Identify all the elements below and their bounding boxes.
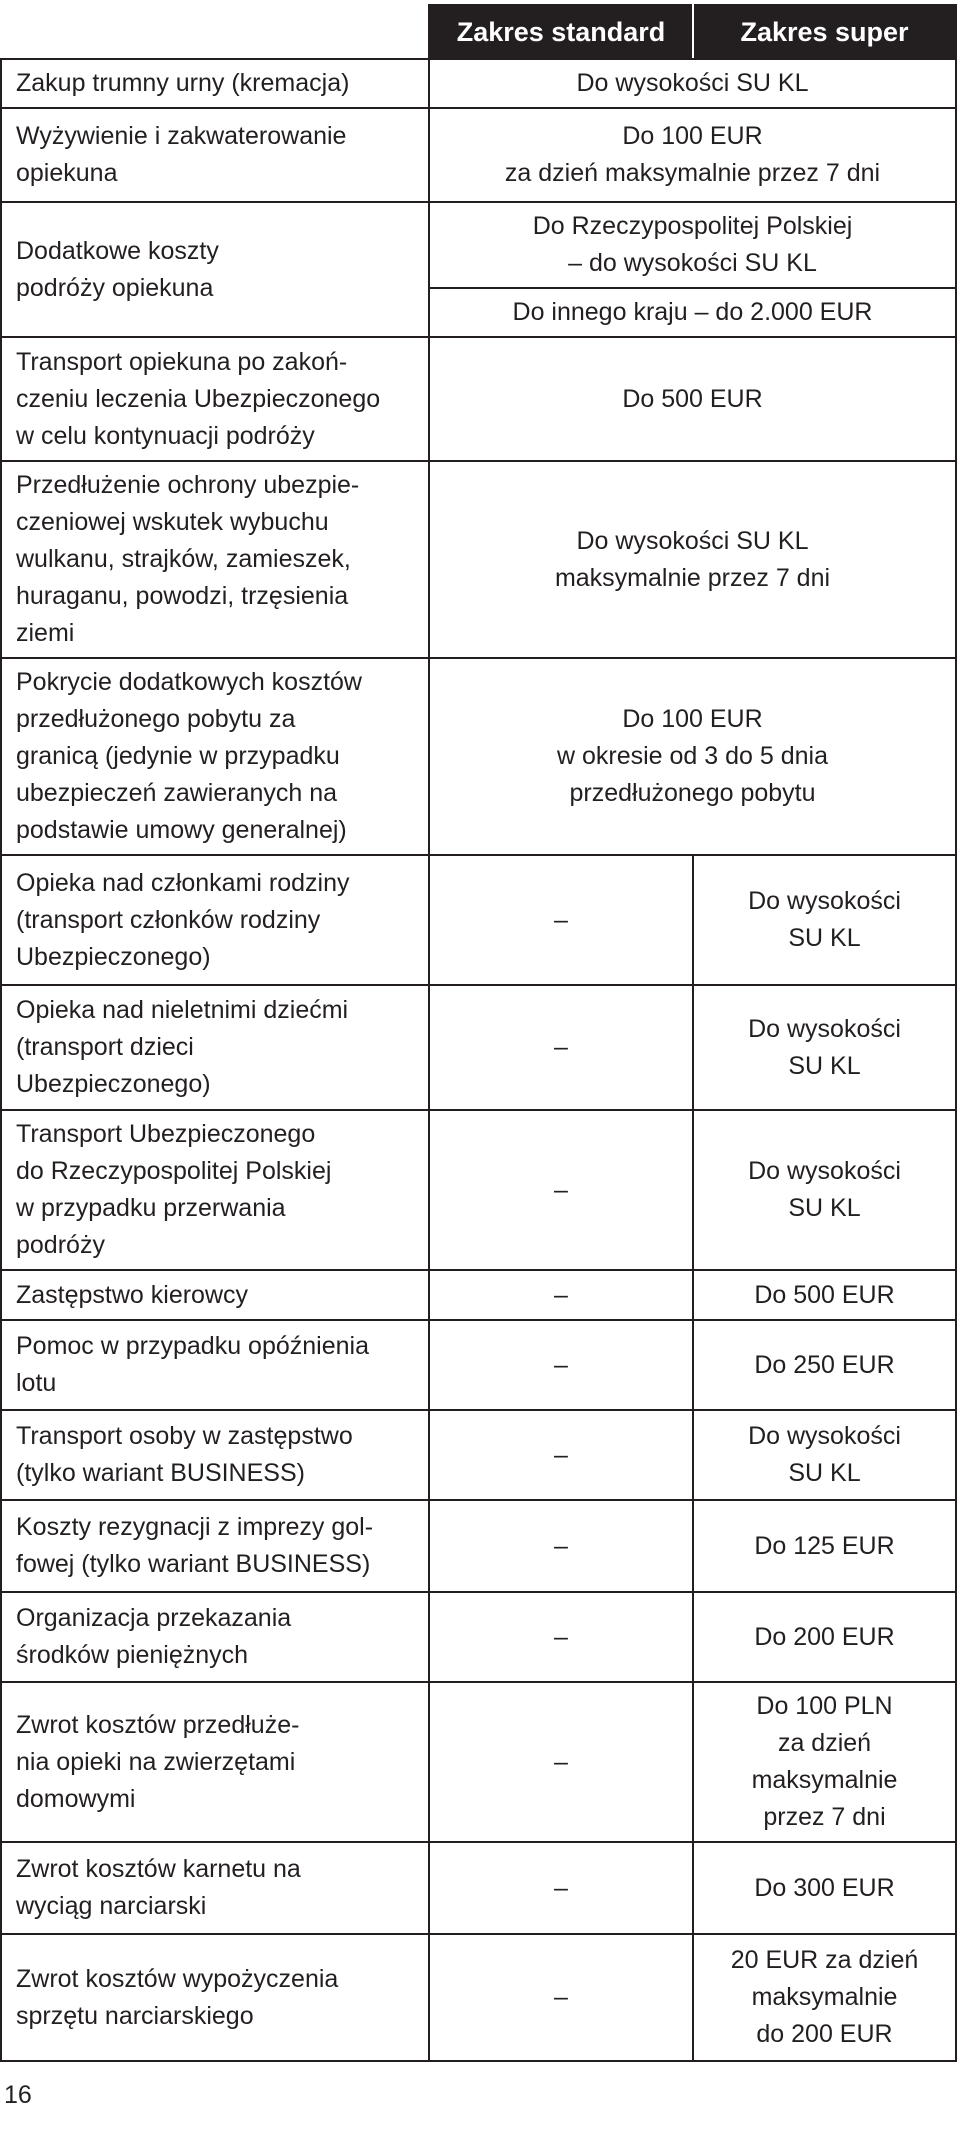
row-label: Zastępstwo kierowcy: [1, 1270, 429, 1320]
row-value-standard: –: [429, 1842, 693, 1934]
row-value-super: Do 250 EUR: [693, 1320, 956, 1410]
row-value-super: Do wysokości SU KL: [693, 1110, 956, 1270]
row-value-merged: Do 500 EUR: [429, 337, 956, 461]
row-value-standard: –: [429, 1934, 693, 2061]
row-value-super: Do 200 EUR: [693, 1592, 956, 1682]
row-value-standard: –: [429, 1270, 693, 1320]
row-value-super: Do wysokości SU KL: [693, 985, 956, 1110]
row-label: Przedłużenie ochrony ubezpie- czeniowej wskutek wybuchu wulkanu, strajków, zamieszek, huraganu, powodzi, trzęsienia ziemi: [1, 461, 429, 658]
page-number: 16: [4, 2081, 32, 2109]
table-row: [1, 1682, 956, 1842]
table-row: [1, 59, 956, 108]
table-row: [1, 337, 956, 461]
row-value-super: Do 125 EUR: [693, 1500, 956, 1592]
table-row: [1, 1934, 956, 2061]
row-label: Dodatkowe koszty podróży opiekuna: [1, 202, 429, 337]
row-value-standard: –: [429, 855, 693, 985]
row-label: Wyżywienie i zakwaterowanie opiekuna: [1, 108, 429, 202]
row-value-standard: –: [429, 1320, 693, 1410]
row-value-standard: –: [429, 1500, 693, 1592]
table-row: [1, 1500, 956, 1592]
table-row: [1, 1270, 956, 1320]
row-value-standard: –: [429, 1410, 693, 1500]
table-row: [1, 1110, 956, 1270]
coverage-table: [0, 4, 957, 2062]
row-label: Transport osoby w zastępstwo (tylko wariant BUSINESS): [1, 1410, 429, 1500]
table-row: [1, 1592, 956, 1682]
row-value-super: Do wysokości SU KL: [693, 1410, 956, 1500]
row-value-merged: Do wysokości SU KL maksymalnie przez 7 dni: [429, 461, 956, 658]
row-label: Opieka nad członkami rodziny (transport członków rodziny Ubezpieczonego): [1, 855, 429, 985]
row-label: Zwrot kosztów karnetu na wyciąg narciarski: [1, 1842, 429, 1934]
row-label: Transport Ubezpieczonego do Rzeczypospolitej Polskiej w przypadku przerwania podróży: [1, 1110, 429, 1270]
row-value-super: 20 EUR za dzień maksymalnie do 200 EUR: [693, 1934, 956, 2061]
header-blank-cell: [1, 5, 429, 59]
table-row: [1, 658, 956, 855]
row-label: Organizacja przekazania środków pieniężnych: [1, 1592, 429, 1682]
table-row: [1, 108, 956, 202]
row-value-super: Do 100 PLN za dzień maksymalnie przez 7 dni: [693, 1682, 956, 1842]
row-label: Pomoc w przypadku opóźnienia lotu: [1, 1320, 429, 1410]
header-super: Zakres super: [693, 5, 956, 59]
row-label: Koszty rezygnacji z imprezy gol- fowej (tylko wariant BUSINESS): [1, 1500, 429, 1592]
table-row: [1, 1842, 956, 1934]
row-label: Zakup trumny urny (kremacja): [1, 59, 429, 108]
table-row: [1, 202, 956, 288]
row-label: Zwrot kosztów wypożyczenia sprzętu narciarskiego: [1, 1934, 429, 2061]
row-value-standard: –: [429, 1592, 693, 1682]
row-label: Transport opiekuna po zakoń- czeniu leczenia Ubezpieczonego w celu kontynuacji podróży: [1, 337, 429, 461]
row-value-super: Do 300 EUR: [693, 1842, 956, 1934]
table-header-row: [1, 5, 956, 59]
row-label: Opieka nad nieletnimi dziećmi (transport dzieci Ubezpieczonego): [1, 985, 429, 1110]
table-row: [1, 461, 956, 658]
row-value-merged: Do innego kraju – do 2.000 EUR: [429, 288, 956, 337]
table-row: [1, 1320, 956, 1410]
row-value-standard: –: [429, 1110, 693, 1270]
table-row: [1, 985, 956, 1110]
row-value-super: Do 500 EUR: [693, 1270, 956, 1320]
table-row: [1, 855, 956, 985]
row-value-merged: Do 100 EUR za dzień maksymalnie przez 7 dni: [429, 108, 956, 202]
header-standard: Zakres standard: [429, 5, 693, 59]
row-label: Zwrot kosztów przedłuże- nia opieki na zwierzętami domowymi: [1, 1682, 429, 1842]
row-value-standard: –: [429, 985, 693, 1110]
row-label: Pokrycie dodatkowych kosztów przedłużonego pobytu za granicą (jedynie w przypadku ubezpieczeń zawieranych na podstawie umowy generalnej): [1, 658, 429, 855]
table-row: [1, 1410, 956, 1500]
row-value-super: Do wysokości SU KL: [693, 855, 956, 985]
row-value-standard: –: [429, 1682, 693, 1842]
row-value-merged: Do wysokości SU KL: [429, 59, 956, 108]
row-value-merged: Do Rzeczypospolitej Polskiej – do wysokości SU KL: [429, 202, 956, 288]
row-value-merged: Do 100 EUR w okresie od 3 do 5 dnia przedłużonego pobytu: [429, 658, 956, 855]
